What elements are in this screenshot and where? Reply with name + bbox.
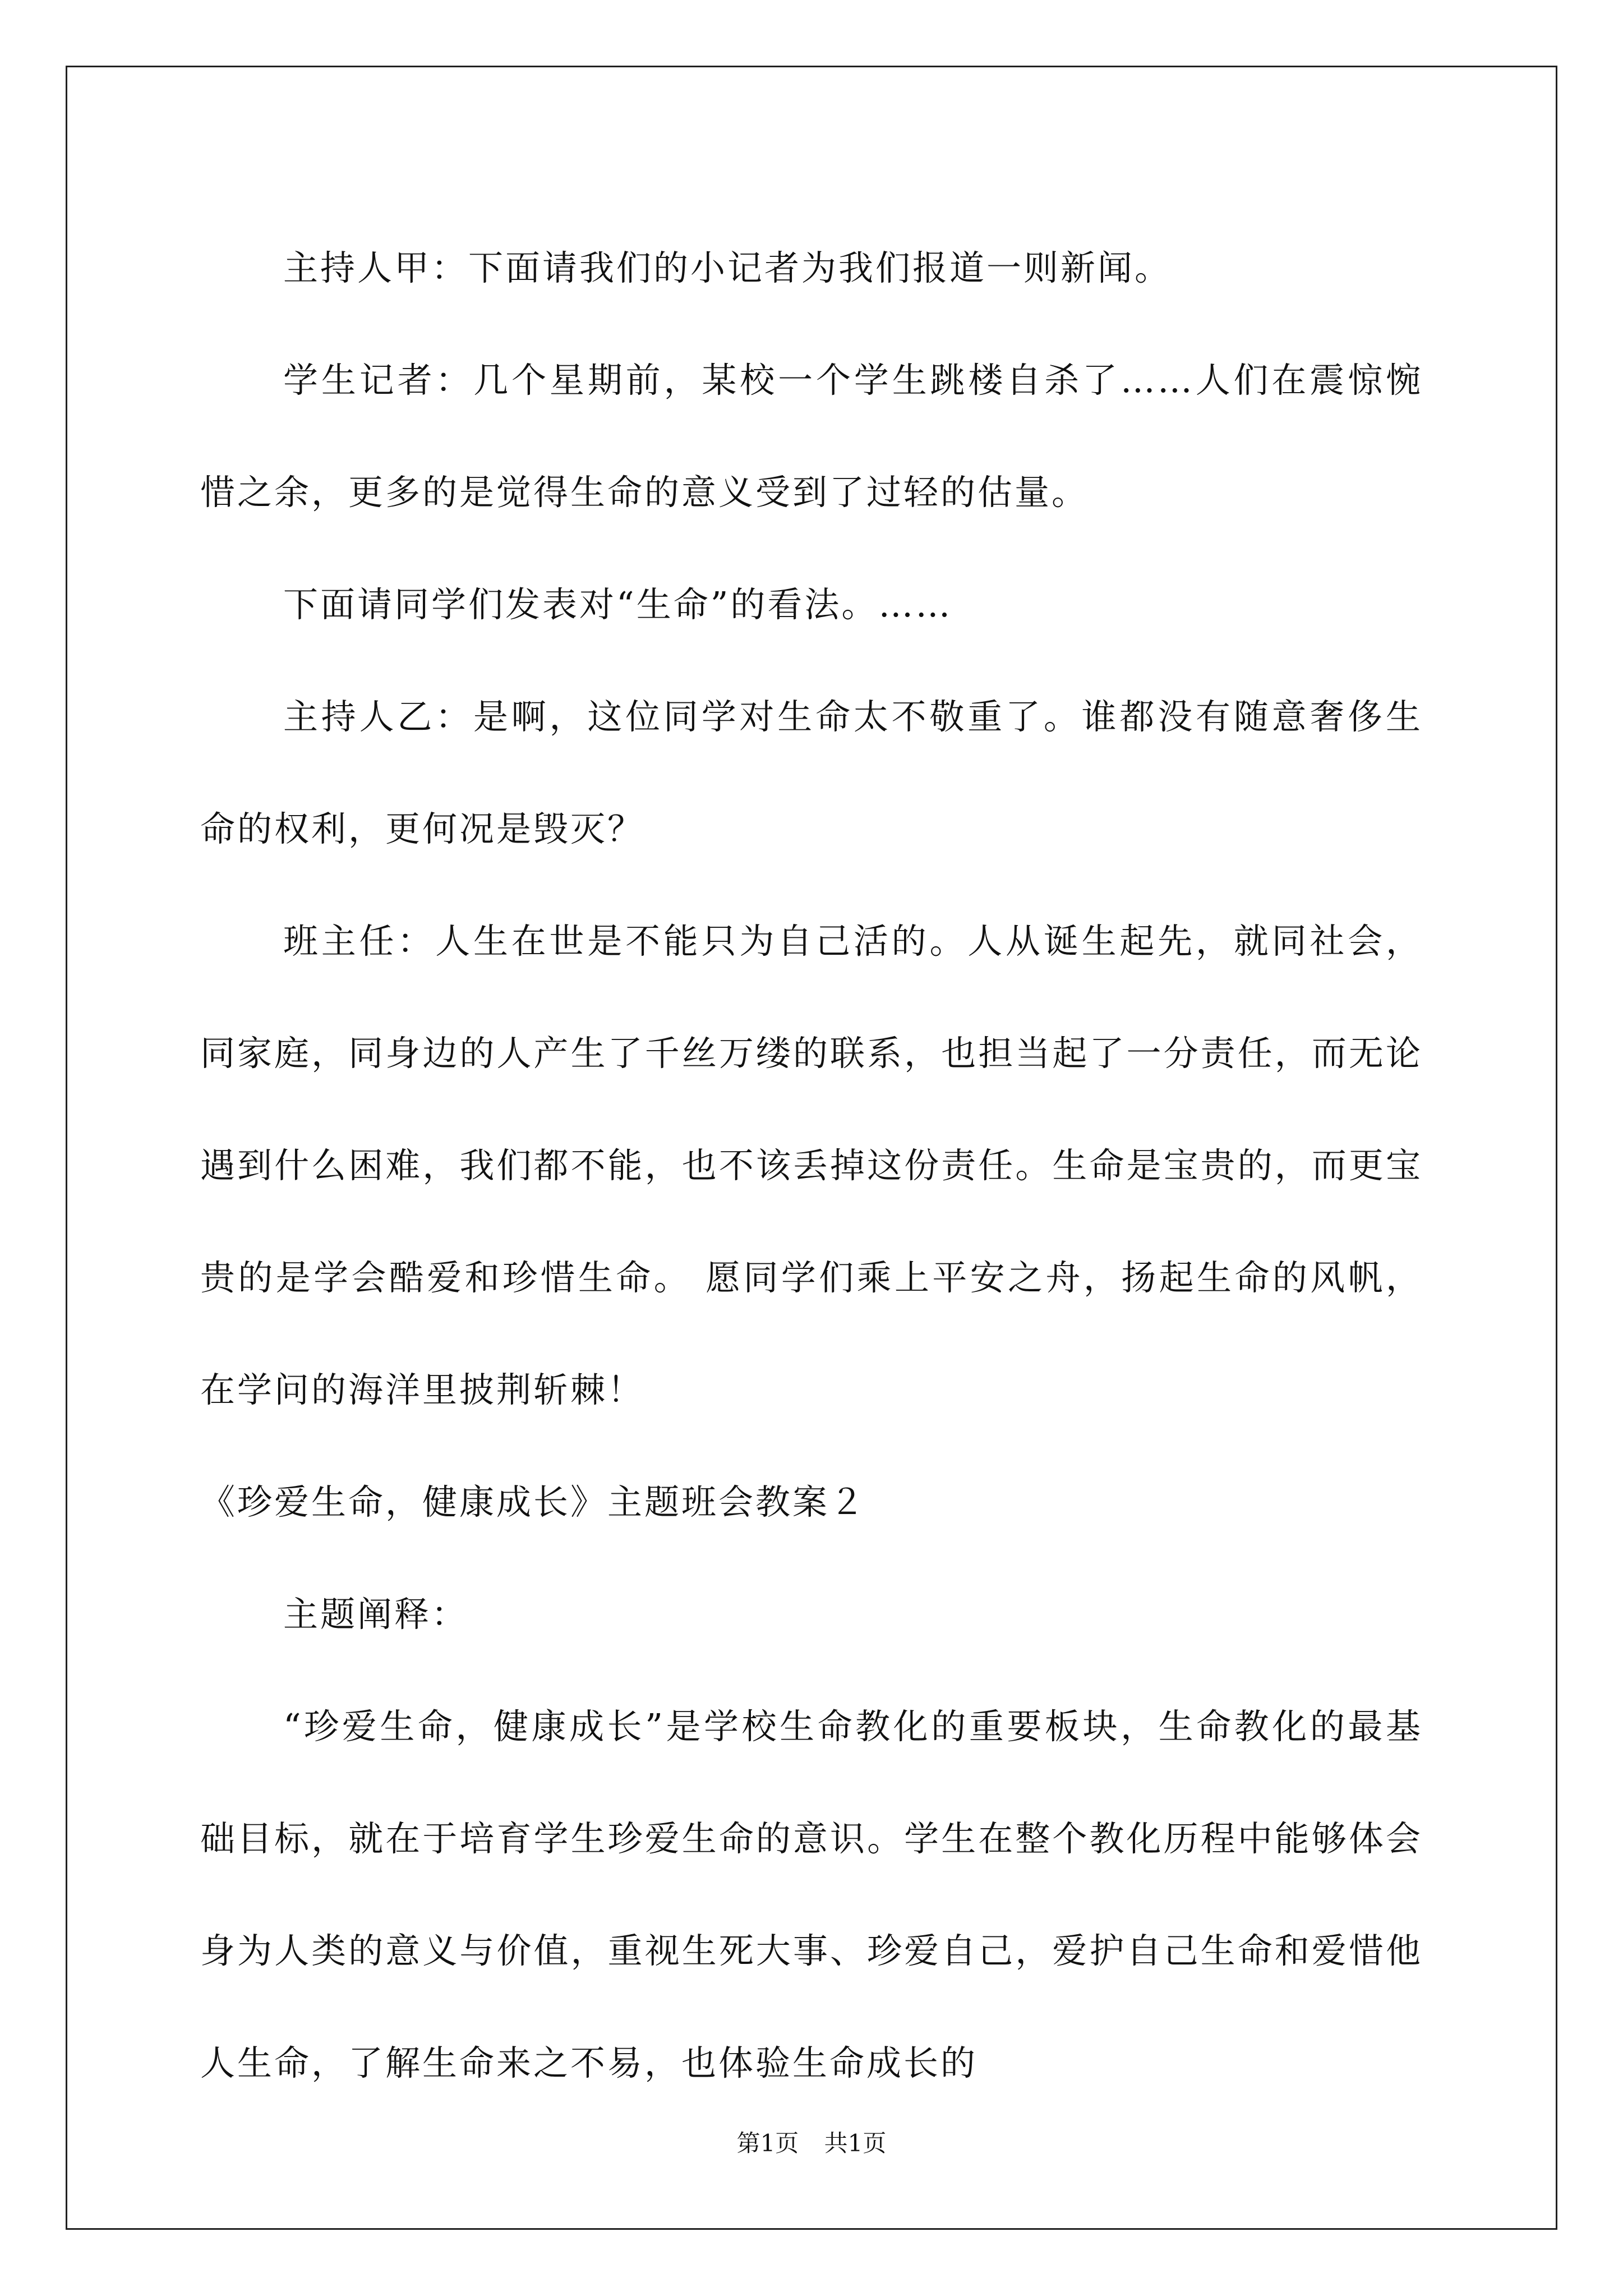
paragraph-theme-label: 主题阐释： [283,1594,469,1635]
paragraph-theme-explanation: “珍爱生命，健康成长”是学校生命教化的重要板块，生命教化的最基础目标，就在于培育学生珍爱生命的意识。学生在整个教化历程中能够体会身为人类的意义与价值，重视生死大事、珍爱自己，爱护自己生命和爱惜他人生命，了解生命来之不易，也体验生命成长的 [200,1706,1423,2083]
paragraph-head-teacher: 班主任：人生在世是不能只为自己活的。人从诞生起先，就同社会，同家庭，同身边的人产生了千丝万缕的联系，也担当起了一分责任，而无论遇到什么困难，我们都不能，也不该丢掉这份责任。生命是宝贵的，而更宝贵的是学会酷爱和珍惜生命。 愿同学们乘上平安之舟，扬起生命的风帆，在学问的海洋里披荆斩棘！ [200,921,1423,1410]
document-body [200,212,1423,2119]
paragraph-discussion-prompt: 下面请同学们发表对“生命”的看法。…… [283,584,953,625]
section-heading: 《珍爱生命，健康成长》主题班会教案２ [200,1481,867,1522]
page-footer [0,2129,1623,2157]
paragraph-host-b: 主持人乙：是啊，这位同学对生命太不敬重了。谁都没有随意奢侈生命的权利，更何况是毁灭？ [200,696,1423,849]
paragraph-host-a: 主持人甲：下面请我们的小记者为我们报道一则新闻。 [283,247,1172,288]
page-number: 第1页 [736,2129,799,2157]
page-total: 共1页 [824,2129,887,2157]
paragraph-student-reporter: 学生记者：几个星期前，某校一个学生跳楼自杀了……人们在震惊惋惜之余，更多的是觉得生命的意义受到了过轻的估量。 [200,360,1423,513]
